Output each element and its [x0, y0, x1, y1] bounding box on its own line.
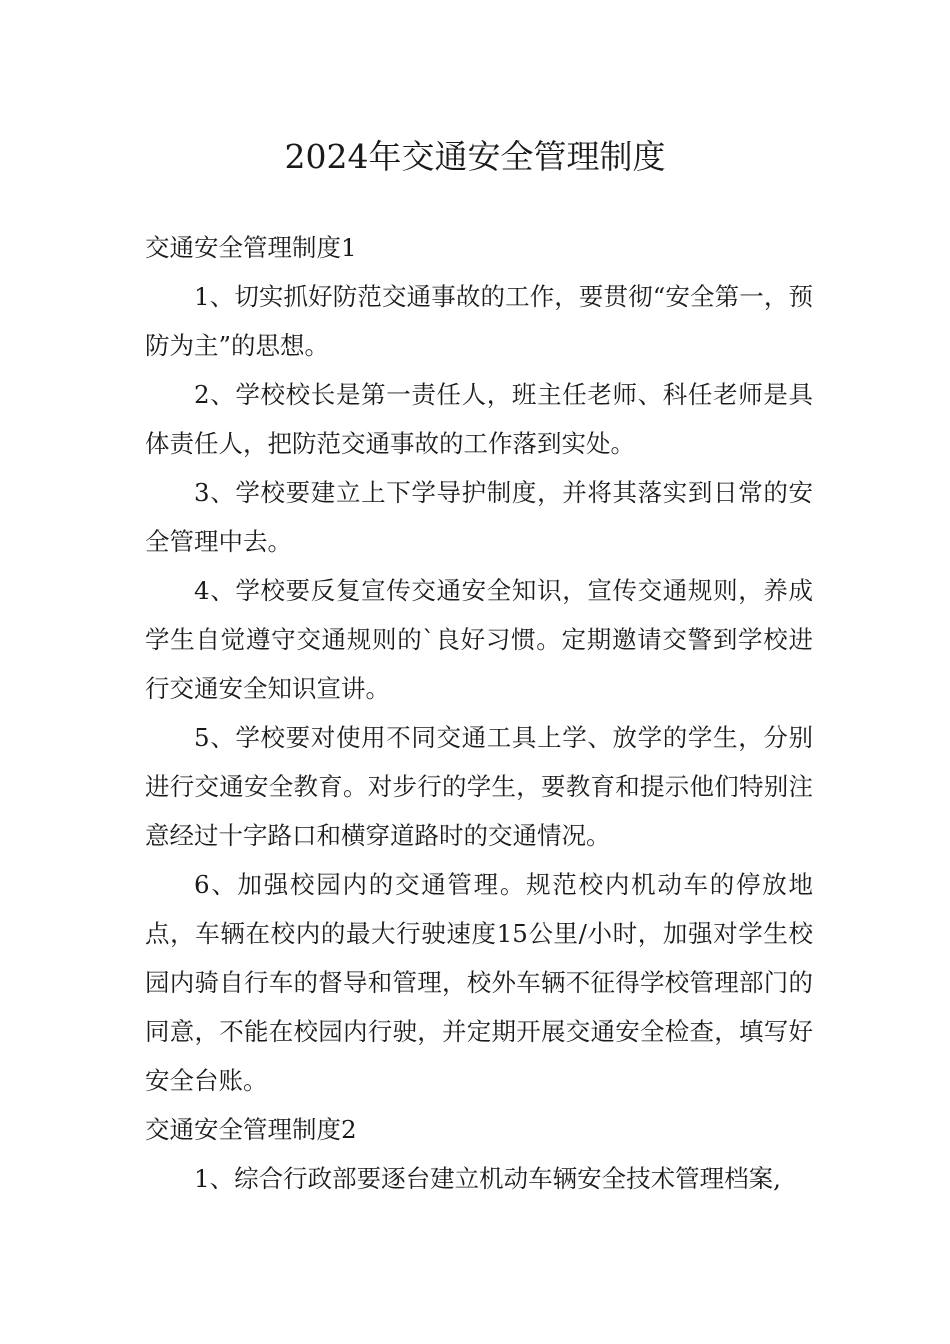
paragraph: 6、加强校园内的交通管理。规范校内机动车的停放地点，车辆在校内的最大行驶速度15公里/小时，加强对学生校园内骑自行车的督导和管理，校外车辆不征得学校管理部门的同意，不能在校园内行驶，并定期开展交通安全检查，填写好安全台账。 [145, 870, 813, 1095]
section-heading: 交通安全管理制度2 [145, 1115, 357, 1144]
paragraph: 2、学校校长是第一责任人，班主任老师、科任老师是具体责任人，把防范交通事故的工作落到实处。 [145, 380, 813, 458]
section-heading: 交通安全管理制度1 [145, 233, 357, 262]
paragraph: 4、学校要反复宣传交通安全知识，宣传交通规则，养成学生自觉遵守交通规则的`良好习惯。定期邀请交警到学校进行交通安全知识宣讲。 [145, 576, 813, 703]
document-title: 2024年交通安全管理制度 [284, 137, 666, 176]
paragraph: 3、学校要建立上下学导护制度，并将其落实到日常的安全管理中去。 [145, 478, 813, 556]
document-body [145, 223, 813, 1203]
paragraph: 1、综合行政部要逐台建立机动车辆安全技术管理档案, [194, 1164, 781, 1193]
paragraph: 1、切实抓好防范交通事故的工作，要贯彻“安全第一，预防为主”的思想。 [145, 282, 813, 360]
paragraph: 5、学校要对使用不同交通工具上学、放学的学生，分别进行交通安全教育。对步行的学生，要教育和提示他们特别注意经过十字路口和横穿道路时的交通情况。 [145, 723, 813, 850]
